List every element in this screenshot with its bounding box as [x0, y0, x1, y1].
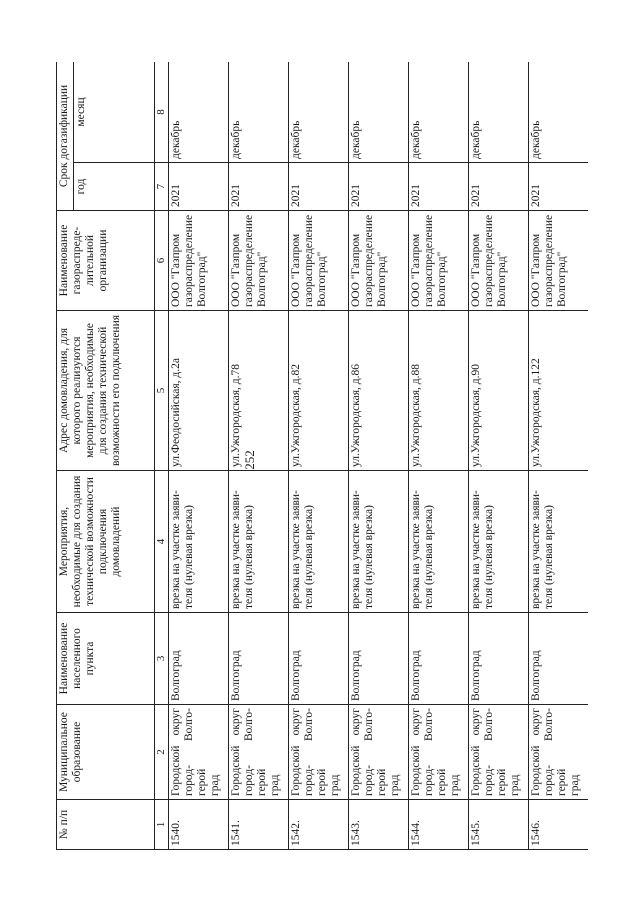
activity-line: врезка на участке заяви-: [530, 490, 542, 609]
header-number: № п/п: [57, 800, 155, 850]
table-row: [169, 62, 229, 850]
activity-line: теля (нулевая врезка): [363, 505, 375, 609]
gasification-table-area: [56, 62, 588, 850]
activity-line: врезка на участке заяви-: [290, 490, 302, 609]
organization-line: Волгоград": [316, 251, 328, 307]
header-settlement: Наименование населенного пункта: [57, 613, 155, 705]
organization-line: Волгоград": [556, 251, 568, 307]
month-cell: декабрь: [289, 62, 349, 163]
municipality-line: округ: [410, 708, 422, 736]
year-cell: 2021: [229, 163, 289, 211]
municipality-line: Городской: [290, 745, 302, 796]
settlement-cell: Волгоград: [349, 613, 409, 705]
header-address: Адрес домовладения, для которого реализуются мероприятия, необходимые для создания технической возможности его подключения: [57, 311, 155, 471]
activity-cell: [349, 471, 409, 613]
organization-line: газораспределение: [243, 214, 255, 307]
activity-line: теля (нулевая врезка): [543, 505, 555, 609]
address-cell: ул.Ужгородская, д.88: [409, 311, 469, 471]
organization-line: газораспределение: [423, 214, 435, 307]
municipality-line: округ: [470, 708, 482, 736]
table-row: [349, 62, 409, 850]
municipality-line: город-герой: [183, 764, 208, 796]
address-cell: ул.Ужгородская, д.90: [469, 311, 529, 471]
row-number: 1540.: [169, 800, 229, 850]
organization-line: Волгоград": [196, 251, 208, 307]
activity-line: теля (нулевая врезка): [483, 505, 495, 609]
year-cell: 2021: [529, 163, 589, 211]
municipality-line: град: [509, 774, 521, 796]
municipality-line: Волго-: [423, 708, 435, 742]
header-organization: Наименование газораспреде- лительной организации: [57, 211, 155, 311]
municipality-line: Волго-: [303, 708, 315, 742]
activity-line: теля (нулевая врезка): [243, 505, 255, 609]
municipality-cell: [229, 705, 289, 800]
activity-line: врезка на участке заяви-: [410, 490, 422, 609]
row-number: 1544.: [409, 800, 469, 850]
settlement-cell: Волгоград: [169, 613, 229, 705]
municipality-line: Волго-: [183, 708, 195, 742]
activity-cell: [409, 471, 469, 613]
activity-line: теля (нулевая врезка): [303, 505, 315, 609]
organization-line: Волгоград": [376, 251, 388, 307]
organization-line: газораспределение: [183, 214, 195, 307]
municipality-line: округ: [350, 708, 362, 736]
address-cell: ул.Феодосийская, д.2а: [169, 311, 229, 471]
year-cell: 2021: [289, 163, 349, 211]
activity-cell: [169, 471, 229, 613]
municipality-cell: [349, 705, 409, 800]
municipality-line: город-герой: [483, 764, 508, 796]
settlement-cell: Волгоград: [469, 613, 529, 705]
page-number: 252: [242, 450, 257, 470]
municipality-line: город-герой: [423, 764, 448, 796]
organization-line: ООО "Газпром: [350, 233, 362, 307]
column-number-6: 6: [155, 211, 169, 311]
year-cell: 2021: [409, 163, 469, 211]
organization-line: Волгоград": [496, 251, 508, 307]
column-number-8: 8: [155, 62, 169, 163]
address-cell: ул.Ужгородская, д.86: [349, 311, 409, 471]
table-row: [469, 62, 529, 850]
header-year: год: [74, 163, 155, 211]
settlement-cell: Волгоград: [289, 613, 349, 705]
municipality-cell: [469, 705, 529, 800]
municipality-line: округ: [290, 708, 302, 736]
column-number-7: 7: [155, 163, 169, 211]
municipality-line: округ: [230, 708, 242, 736]
column-number-1: 1: [155, 800, 169, 850]
gasification-table: [56, 62, 588, 850]
activity-line: теля (нулевая врезка): [423, 505, 435, 609]
activity-cell: [289, 471, 349, 613]
header-activities: Мероприятия, необходимые для создания технической возможности подключения домовладений: [57, 471, 155, 613]
municipality-line: город-герой: [543, 764, 568, 796]
municipality-line: Волго-: [543, 708, 555, 742]
municipality-line: Городской: [170, 745, 182, 796]
municipality-line: Волго-: [483, 708, 495, 742]
table-row: [289, 62, 349, 850]
organization-line: ООО "Газпром: [410, 233, 422, 307]
header-municipality: Муниципальное образование: [57, 705, 155, 800]
municipality-cell: [169, 705, 229, 800]
month-cell: декабрь: [169, 62, 229, 163]
municipality-line: град: [209, 774, 221, 796]
organization-line: ООО "Газпром: [290, 233, 302, 307]
municipality-cell: [529, 705, 589, 800]
month-cell: декабрь: [409, 62, 469, 163]
municipality-line: Волго-: [363, 708, 375, 742]
organization-cell: [409, 211, 469, 311]
municipality-line: Городской: [530, 745, 542, 796]
organization-line: Волгоград": [256, 251, 268, 307]
municipality-line: Городской: [350, 745, 362, 796]
municipality-line: Волго-: [243, 708, 255, 742]
row-number: 1546.: [529, 800, 589, 850]
activity-cell: [469, 471, 529, 613]
column-number-4: 4: [155, 471, 169, 613]
column-number-5: 5: [155, 311, 169, 471]
organization-cell: [349, 211, 409, 311]
municipality-line: град: [329, 774, 341, 796]
rotated-table-container: [56, 62, 588, 850]
municipality-line: град: [269, 774, 281, 796]
municipality-line: округ: [530, 708, 542, 736]
table-row: [409, 62, 469, 850]
organization-line: ООО "Газпром: [470, 233, 482, 307]
column-number-3: 3: [155, 613, 169, 705]
month-cell: декабрь: [229, 62, 289, 163]
organization-cell: [169, 211, 229, 311]
activity-line: врезка на участке заяви-: [170, 490, 182, 609]
settlement-cell: Волгоград: [529, 613, 589, 705]
activity-line: врезка на участке заяви-: [350, 490, 362, 609]
municipality-line: город-герой: [363, 764, 388, 796]
year-cell: 2021: [349, 163, 409, 211]
organization-line: ООО "Газпром: [170, 233, 182, 307]
year-cell: 2021: [169, 163, 229, 211]
activity-line: теля (нулевая врезка): [183, 505, 195, 609]
municipality-line: град: [389, 774, 401, 796]
organization-line: газораспределение: [303, 214, 315, 307]
organization-cell: [289, 211, 349, 311]
activity-line: врезка на участке заяви-: [230, 490, 242, 609]
settlement-cell: Волгоград: [409, 613, 469, 705]
municipality-line: город-герой: [243, 764, 268, 796]
address-cell: ул.Ужгородская, д.78: [229, 311, 289, 471]
header-deadline: Срок догазификации: [57, 62, 74, 211]
row-number: 1541.: [229, 800, 289, 850]
column-number-2: 2: [155, 705, 169, 800]
address-cell: ул.Ужгородская, д.82: [289, 311, 349, 471]
municipality-line: город-герой: [303, 764, 328, 796]
row-number: 1545.: [469, 800, 529, 850]
table-row: [529, 62, 589, 850]
year-cell: 2021: [469, 163, 529, 211]
municipality-line: округ: [170, 708, 182, 736]
address-cell: ул.Ужгородская, д.122: [529, 311, 589, 471]
organization-line: ООО "Газпром: [530, 233, 542, 307]
month-cell: декабрь: [469, 62, 529, 163]
municipality-line: Городской: [230, 745, 242, 796]
organization-line: газораспределение: [483, 214, 495, 307]
municipality-line: град: [449, 774, 461, 796]
month-cell: декабрь: [529, 62, 589, 163]
municipality-cell: [409, 705, 469, 800]
municipality-cell: [289, 705, 349, 800]
organization-cell: [469, 211, 529, 311]
activity-cell: [229, 471, 289, 613]
municipality-line: Городской: [470, 745, 482, 796]
month-cell: декабрь: [349, 62, 409, 163]
municipality-line: град: [569, 774, 581, 796]
organization-line: ООО "Газпром: [230, 233, 242, 307]
activity-cell: [529, 471, 589, 613]
activity-line: врезка на участке заяви-: [470, 490, 482, 609]
organization-cell: [229, 211, 289, 311]
row-number: 1542.: [289, 800, 349, 850]
organization-cell: [529, 211, 589, 311]
organization-line: газораспределение: [363, 214, 375, 307]
table-row: [229, 62, 289, 850]
organization-line: газораспределение: [543, 214, 555, 307]
row-number: 1543.: [349, 800, 409, 850]
organization-line: Волгоград": [436, 251, 448, 307]
header-month: месяц: [74, 62, 155, 163]
settlement-cell: Волгоград: [229, 613, 289, 705]
municipality-line: Городской: [410, 745, 422, 796]
